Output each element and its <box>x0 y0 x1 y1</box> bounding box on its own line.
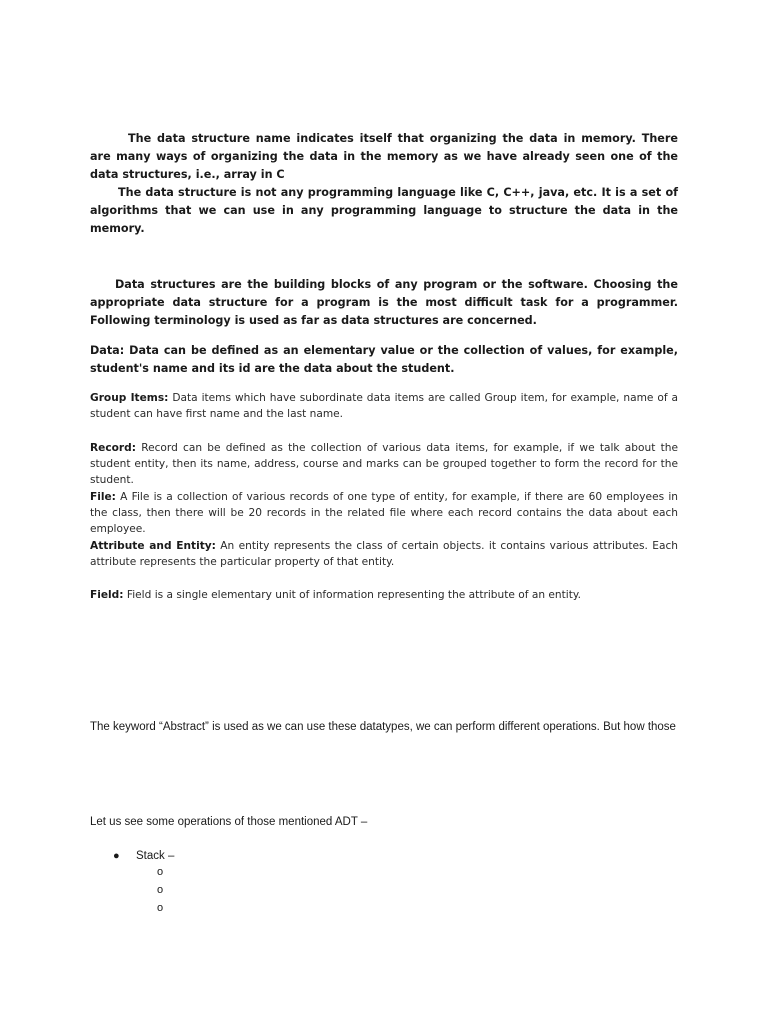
abstract-paragraph: The keyword “Abstract” is used as we can use these datatypes, we can perform different operations. But how those <box>90 721 676 733</box>
term-label: Attribute and Entity: <box>90 540 216 552</box>
intro-paragraph-3: Data structures are the building blocks of any program or the software. Choosing the appropriate data structure for a program is the most difficult task for a programmer. Following terminology is used as far as data structures are concerned. <box>90 278 678 327</box>
operations-intro: Let us see some operations of those mentioned ADT – <box>90 816 368 828</box>
sub-bullet-icon: o <box>157 884 164 896</box>
term-text: An entity represents the class of certain objects. it contains various attributes. Each attribute represents the particular property of that entity. <box>90 540 678 568</box>
sub-bullet-icon: o <box>157 902 164 914</box>
term-field <box>90 587 678 603</box>
intro-paragraph-1: The data structure name indicates itself that organizing the data in memory. There are many ways of organizing the data in the memory as we have already seen one of the data structures, i.e., array in C <box>90 132 678 181</box>
intro-paragraph-2: The data structure is not any programming language like C, C++, java, etc. It is a set of algorithms that we can use in any programming language to structure the data in the memory. <box>90 186 678 235</box>
term-text: Field is a single elementary unit of information representing the attribute of an entity. <box>123 589 582 601</box>
term-file <box>90 489 678 537</box>
bullet-icon: ● <box>113 850 120 862</box>
term-text: Data items which have subordinate data items are called Group item, for example, name of a student can have first name and the last name. <box>90 392 678 420</box>
term-label: Group Items: <box>90 392 169 404</box>
term-attribute-entity <box>90 538 678 570</box>
data-definition-paragraph: Data: Data can be defined as an elementary value or the collection of values, for example, student's name and its id are the data about the student. <box>90 344 678 375</box>
sub-bullet-icon: o <box>157 866 164 878</box>
term-record <box>90 440 678 488</box>
term-label: File: <box>90 491 116 503</box>
term-label: Field: <box>90 589 124 601</box>
term-text: Record can be defined as the collection of various data items, for example, if we talk about the student entity, then its name, address, course and marks can be grouped together to form the record for the student. <box>90 442 678 486</box>
term-text: A File is a collection of various records of one type of entity, for example, if there are 60 employees in the class, then there will be 20 records in the related file where each record contains the data about each employee. <box>90 491 678 535</box>
term-group-items <box>90 390 678 422</box>
term-label: Record: <box>90 442 136 454</box>
list-item-stack: Stack – <box>136 850 175 862</box>
